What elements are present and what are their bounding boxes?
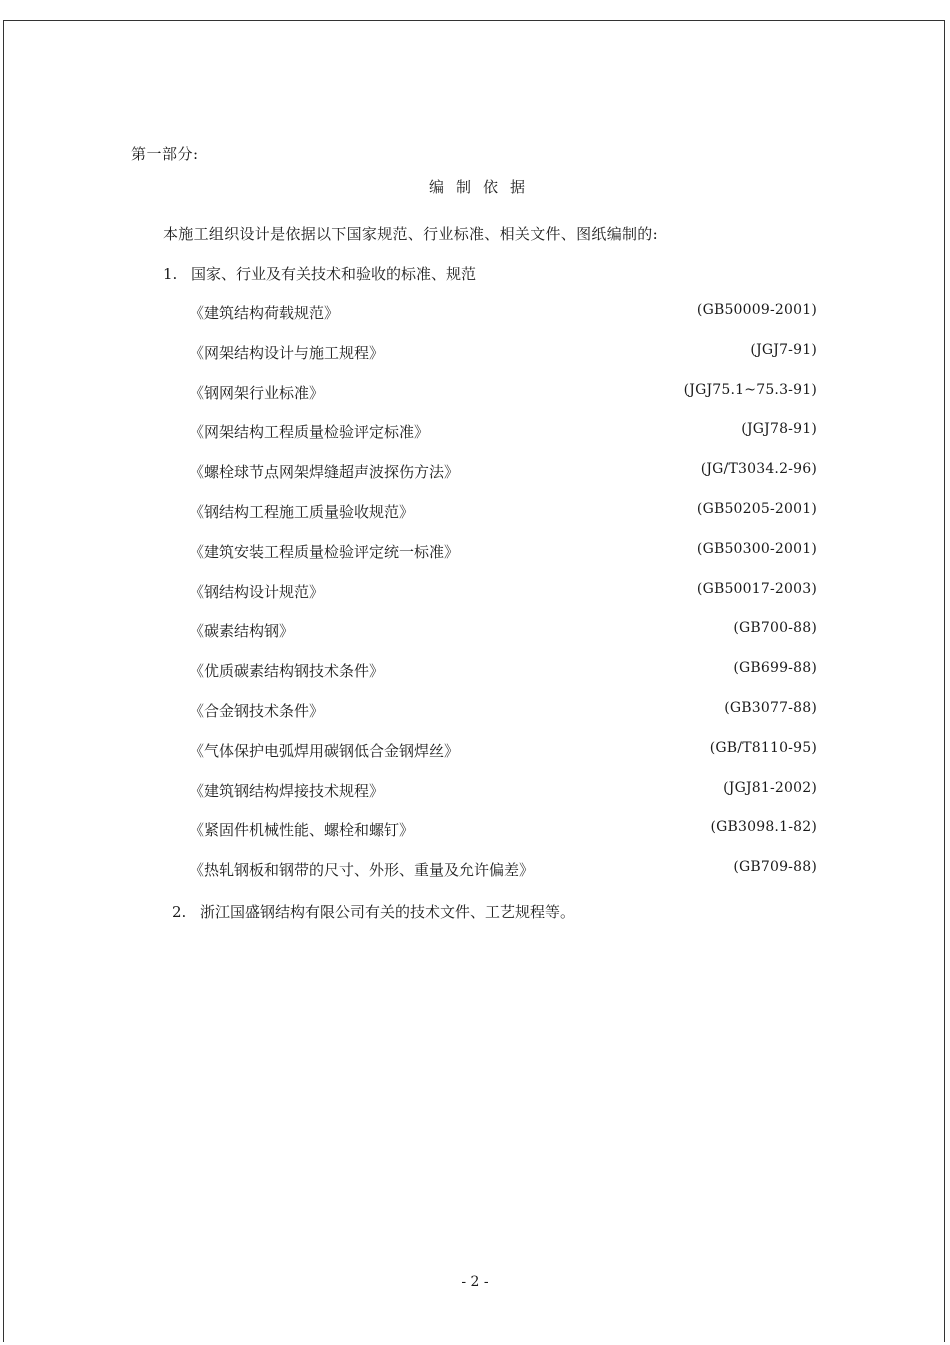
standard-row (189, 541, 829, 581)
standard-name: 《网架结构工程质量检验评定标准》 (189, 423, 430, 442)
standard-code: (GB50300-2001) (696, 540, 817, 557)
list-item-2-number: 2. (172, 903, 187, 921)
standards-list (189, 302, 829, 899)
standard-row (189, 819, 829, 859)
standard-row (189, 620, 829, 660)
standard-row (189, 421, 829, 461)
list-item-1-number: 1. (163, 265, 178, 283)
section-title: 编制依据 (428, 178, 537, 196)
list-item-1-label: 国家、行业及有关技术和验收的标准、规范 (191, 265, 477, 283)
standard-code: (GB3098.1-82) (710, 819, 817, 836)
standard-row (189, 302, 829, 342)
standard-code: (GB/T8110-95) (709, 739, 817, 756)
standard-code: (GB50017-2003) (696, 580, 817, 597)
standard-code: (GB700-88) (733, 620, 817, 637)
standard-row (189, 342, 829, 382)
standard-name: 《优质碳素结构钢技术条件》 (189, 662, 385, 681)
standard-row (189, 501, 829, 541)
standard-row (189, 859, 829, 899)
standard-code: (GB709-88) (733, 859, 817, 876)
standard-name: 《建筑安装工程质量检验评定统一标准》 (189, 542, 460, 561)
standard-code: (GB50009-2001) (696, 302, 817, 318)
standard-name: 《建筑结构荷载规范》 (189, 304, 340, 322)
part-heading: 第一部分: (131, 145, 199, 163)
standard-code: (GB699-88) (733, 660, 817, 677)
standard-row (189, 382, 829, 422)
standard-code: (JGJ81-2002) (723, 779, 817, 796)
standard-row (189, 581, 829, 621)
standard-name: 《网架结构设计与施工规程》 (189, 343, 385, 362)
standard-name: 《钢结构设计规范》 (189, 582, 325, 601)
standard-row (189, 740, 829, 780)
standard-name: 《钢结构工程施工质量验收规范》 (189, 502, 415, 521)
standard-row (189, 780, 829, 820)
standard-name: 《紧固件机械性能、螺栓和螺钉》 (189, 821, 415, 840)
page-number: - 2 - (461, 1274, 489, 1290)
list-item-1-heading (163, 263, 476, 284)
standard-row (189, 700, 829, 740)
standard-code: (JGJ78-91) (741, 421, 817, 438)
standard-code: (GB50205-2001) (696, 500, 817, 517)
standard-name: 《合金钢技术条件》 (189, 701, 325, 720)
standard-name: 《热轧钢板和钢带的尺寸、外形、重量及允许偏差》 (189, 861, 535, 880)
list-item-2-label: 浙江国盛钢结构有限公司有关的技术文件、工艺规程等。 (200, 903, 576, 921)
standard-code: (GB3077-88) (724, 699, 817, 716)
standard-code: (JG/T3034.2-96) (700, 461, 817, 478)
standard-row (189, 660, 829, 700)
intro-paragraph: 本施工组织设计是依据以下国家规范、行业标准、相关文件、图纸编制的: (163, 225, 658, 243)
standard-name: 《碳素结构钢》 (189, 622, 295, 641)
list-item-2-heading (172, 901, 575, 922)
standard-code: (JGJ75.1~75.3-91) (683, 381, 817, 398)
standard-code: (JGJ7-91) (750, 341, 817, 358)
standard-name: 《钢网架行业标准》 (189, 383, 325, 402)
standard-row (189, 461, 829, 501)
standard-name: 《建筑钢结构焊接技术规程》 (189, 781, 385, 800)
standard-name: 《气体保护电弧焊用碳钢低合金钢焊丝》 (189, 741, 460, 760)
standard-name: 《螺栓球节点网架焊缝超声波探伤方法》 (189, 463, 460, 482)
